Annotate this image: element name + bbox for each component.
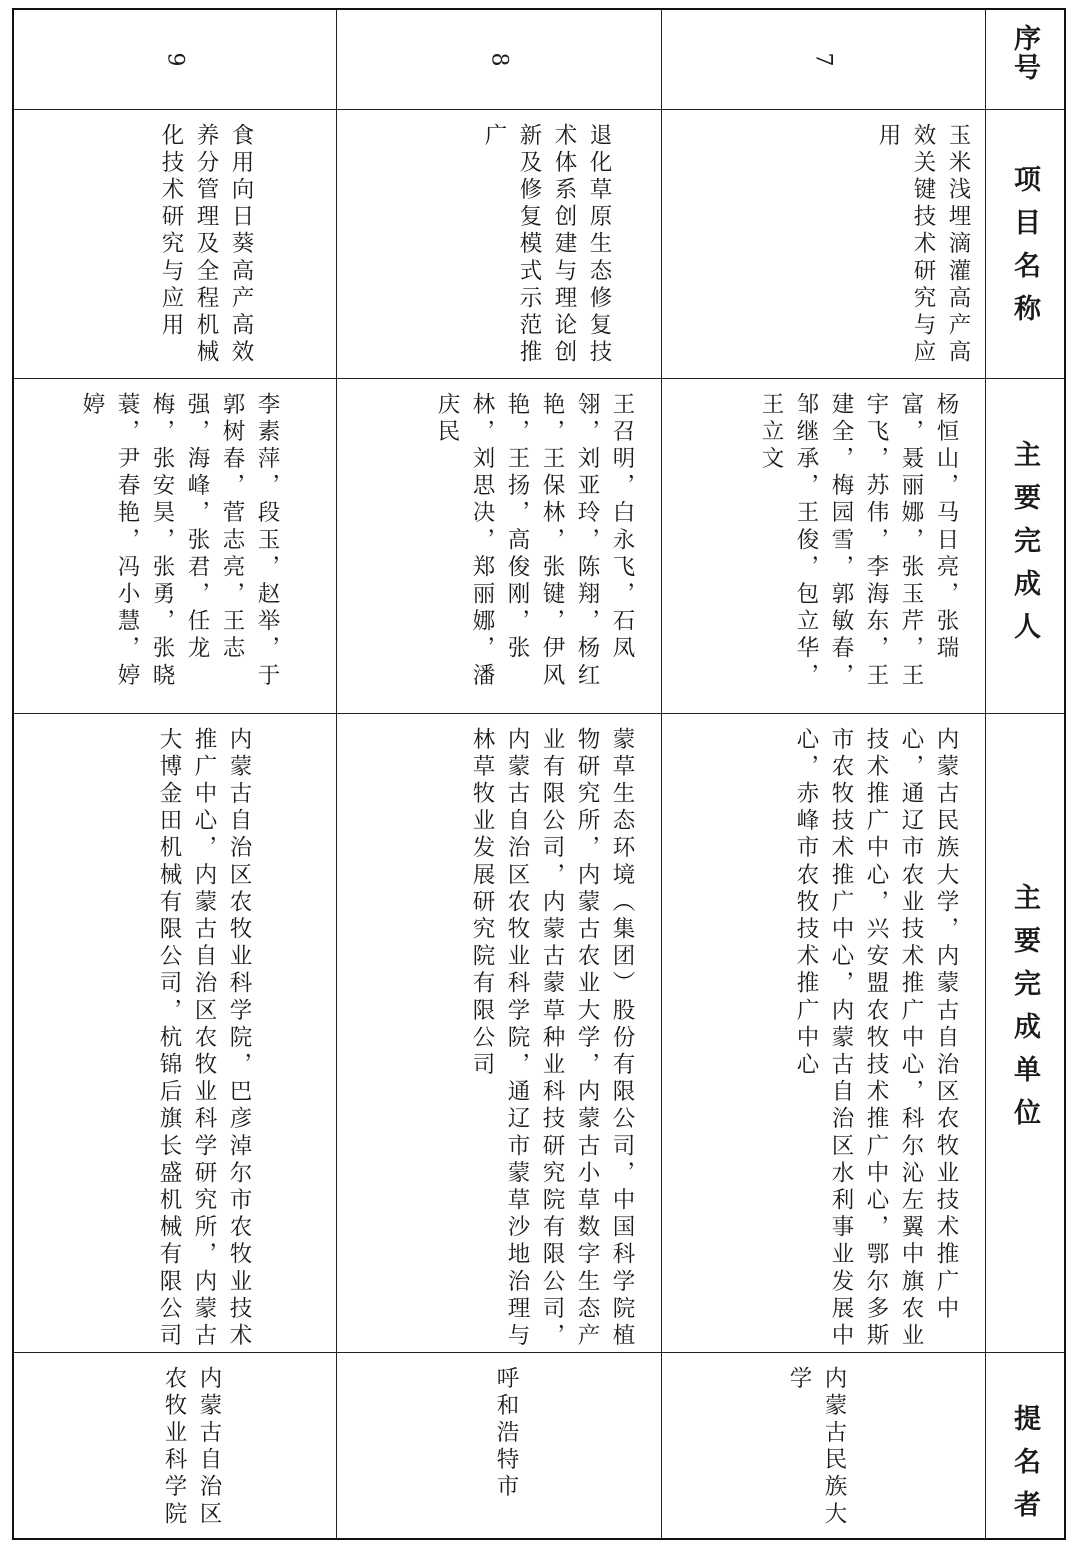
- project-name: 玉米浅埋滴灌高产高效关键技术研究与应用: [875, 123, 971, 367]
- table-row-seq: 7: [810, 52, 836, 67]
- main-persons: 李素萍，段玉，赵举，于郭树春，菅志亮，王志强，海峰，张君，任龙梅，张安昊，张勇，张晓蓑，尹春艳，冯小慧，婷婷: [79, 392, 280, 691]
- table-row-seq: 9: [162, 52, 188, 67]
- nominator: 内蒙古自治区农牧业科学院: [161, 1366, 222, 1529]
- main-units: 内蒙古民族大学，内蒙古自治区农牧业技术推广中心，通辽市农业技术推广中心，科尔沁左翼中旗农业技术推广中心，兴安盟农牧技术推广中心，鄂尔多斯市农牧技术推广中心，内蒙古自治区水利事业发展中心，赤峰市农牧技术推广中心: [793, 727, 959, 1351]
- main-persons: 杨恒山，马日亮，张瑞富，聂丽娜，张玉芹，王宇飞，苏伟，李海东，王建全，梅园雪，郭敏春，邹继承，王俊，包立华，王立文: [758, 392, 959, 691]
- header-units: 主要完成单位: [1009, 883, 1040, 1141]
- nominator: 呼和浩特市: [493, 1366, 519, 1502]
- header-persons: 主要完成人: [1009, 440, 1040, 655]
- main-units: 蒙草生态环境（集团）股份有限公司，中国科学院植物研究所，内蒙古农业大学，内蒙古小草数字生态产业有限公司，内蒙古蒙草种业科技研究院有限公司，内蒙古自治区农牧业科学院，通辽市蒙草沙地治理与林草牧业发展研究院有限公司: [469, 727, 635, 1351]
- main-persons: 王召明，白永飞，石凤翎，刘亚玲，陈翔，杨红艳，王保林，张键，伊风艳，王扬，高俊刚，张林，刘思决，郑丽娜，潘庆民: [434, 392, 635, 691]
- header-seq: 序号: [1009, 24, 1040, 82]
- main-units: 内蒙古自治区农牧业科学院，巴彦淖尔市农牧业技术推广中心，内蒙古自治区农牧业科学研究所，内蒙古大博金田机械有限公司，杭锦后旗长盛机械有限公司: [156, 727, 252, 1351]
- nominator: 内蒙古民族大学: [786, 1366, 847, 1529]
- table-row-seq: 8: [486, 52, 511, 67]
- header-nominator: 提名者: [1009, 1404, 1040, 1533]
- project-name: 食用向日葵高产高效养分管理及全程机械化技术研究与应用: [158, 123, 254, 367]
- project-name: 退化草原生态修复技术体系创建与理论创新及修复模式示范推广: [481, 123, 612, 367]
- table-frame: [12, 8, 1066, 1540]
- header-project: 项目名称: [1009, 165, 1040, 337]
